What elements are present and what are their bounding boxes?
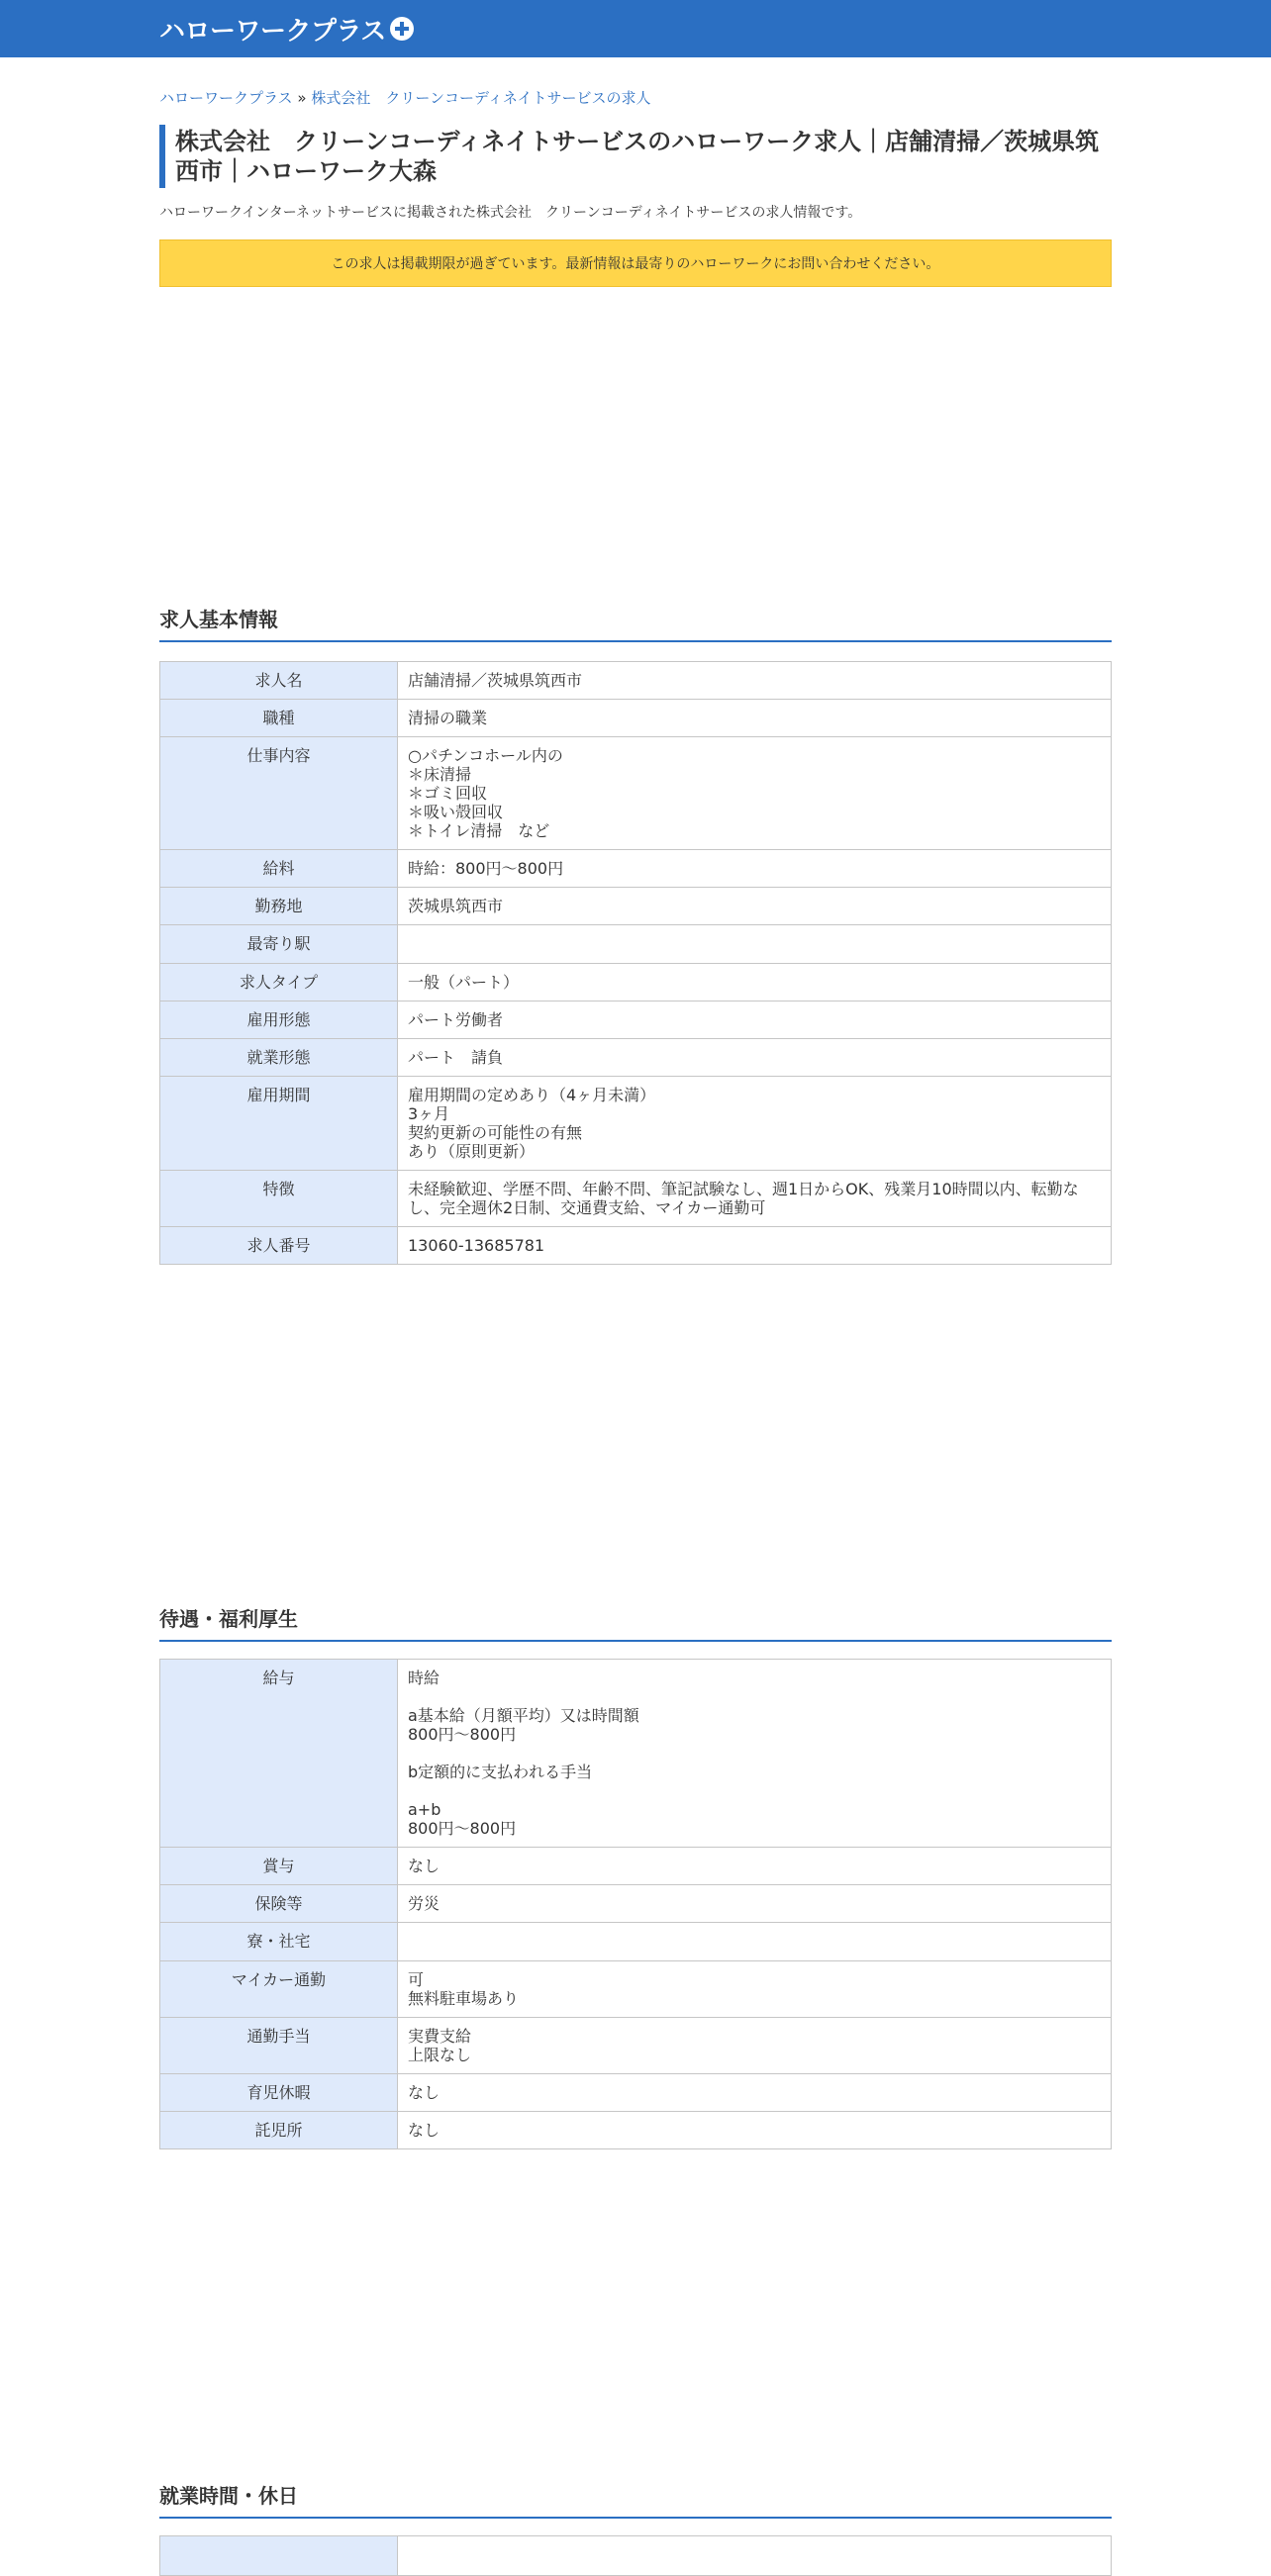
table-row bbox=[160, 2536, 1112, 2576]
row-label: 仕事内容 bbox=[160, 737, 398, 850]
breadcrumb-separator: » bbox=[297, 89, 307, 107]
breadcrumb bbox=[159, 87, 651, 108]
table-row bbox=[160, 1660, 1112, 1848]
table-row bbox=[160, 2112, 1112, 2149]
row-value: 未経験歓迎、学歴不問、年齢不問、筆記試験なし、週1日からOK、残業月10時間以内、転勤なし、完全週休2日制、交通費支給、マイカー通勤可 bbox=[398, 1171, 1112, 1227]
table-row bbox=[160, 964, 1112, 1002]
row-value: 店舗清掃／茨城県筑西市 bbox=[398, 662, 1112, 700]
breadcrumb-current-link[interactable]: 株式会社 クリーンコーディネイトサービスの求人 bbox=[311, 89, 651, 107]
table-row bbox=[160, 1002, 1112, 1039]
row-label: 特徴 bbox=[160, 1171, 398, 1227]
table-row bbox=[160, 737, 1112, 850]
row-value: なし bbox=[398, 1848, 1112, 1885]
table-row bbox=[160, 1848, 1112, 1885]
table-row bbox=[160, 1171, 1112, 1227]
table-row bbox=[160, 888, 1112, 925]
breadcrumb-home-link[interactable]: ハローワークプラス bbox=[159, 89, 293, 107]
row-label: 求人名 bbox=[160, 662, 398, 700]
table-row bbox=[160, 2018, 1112, 2074]
table-row bbox=[160, 1923, 1112, 1961]
hours-table bbox=[159, 2535, 1112, 2576]
row-value: 茨城県筑西市 bbox=[398, 888, 1112, 925]
table-row bbox=[160, 1039, 1112, 1077]
page-lead-text: ハローワークインターネットサービスに掲載された株式会社 クリーンコーディネイトサービスの求人情報です。 bbox=[159, 205, 862, 221]
row-label: 勤務地 bbox=[160, 888, 398, 925]
row-label: 求人タイプ bbox=[160, 964, 398, 1002]
row-value: パート労働者 bbox=[398, 1002, 1112, 1039]
expired-notice-banner bbox=[159, 239, 1112, 287]
table-row bbox=[160, 2074, 1112, 2112]
row-label: 託児所 bbox=[160, 2112, 398, 2149]
row-label: 最寄り駅 bbox=[160, 925, 398, 964]
row-label: 通勤手当 bbox=[160, 2018, 398, 2074]
row-value bbox=[398, 1923, 1112, 1961]
expired-notice-text: この求人は掲載期限が過ぎています。最新情報は最寄りのハローワークにお問い合わせください。 bbox=[331, 256, 940, 272]
row-label: マイカー通勤 bbox=[160, 1961, 398, 2018]
row-label: 賞与 bbox=[160, 1848, 398, 1885]
row-value: 清掃の職業 bbox=[398, 700, 1112, 737]
table-row bbox=[160, 1885, 1112, 1923]
row-value: 可 無料駐車場あり bbox=[398, 1961, 1112, 2018]
site-logo-link[interactable] bbox=[159, 10, 414, 48]
site-header bbox=[0, 0, 1271, 57]
row-value: パート 請負 bbox=[398, 1039, 1112, 1077]
row-value: 13060-13685781 bbox=[398, 1227, 1112, 1265]
table-row bbox=[160, 1227, 1112, 1265]
row-value: 実費支給 上限なし bbox=[398, 2018, 1112, 2074]
row-value bbox=[398, 2536, 1112, 2576]
row-label: 育児休暇 bbox=[160, 2074, 398, 2112]
table-row bbox=[160, 1961, 1112, 2018]
row-value: 時給：800円～800円 bbox=[398, 850, 1112, 888]
row-value: なし bbox=[398, 2112, 1112, 2149]
row-label: 給与 bbox=[160, 1660, 398, 1848]
table-row bbox=[160, 850, 1112, 888]
page-title: 株式会社 クリーンコーディネイトサービスのハローワーク求人｜店舗清掃／茨城県筑西市｜ハローワーク大森 bbox=[159, 125, 1112, 188]
row-value bbox=[398, 925, 1112, 964]
table-row bbox=[160, 700, 1112, 737]
row-value: 雇用期間の定めあり（4ヶ月未満） 3ヶ月 契約更新の可能性の有無 あり（原則更新） bbox=[398, 1077, 1112, 1171]
row-label: 求人番号 bbox=[160, 1227, 398, 1265]
basic-info-table bbox=[159, 661, 1112, 1265]
row-label: 職種 bbox=[160, 700, 398, 737]
row-label: 雇用形態 bbox=[160, 1002, 398, 1039]
section-title-welfare: 待遇・福利厚生 bbox=[159, 1603, 1112, 1642]
row-label: 雇用期間 bbox=[160, 1077, 398, 1171]
section-title-hours-holidays: 就業時間・休日 bbox=[159, 2480, 1112, 2519]
row-value: ○パチンコホール内の ＊床清掃 ＊ゴミ回収 ＊吸い殻回収 ＊トイレ清掃 など bbox=[398, 737, 1112, 850]
section-title-basic-info: 求人基本情報 bbox=[159, 604, 1112, 642]
table-row bbox=[160, 662, 1112, 700]
row-label bbox=[160, 2536, 398, 2576]
table-row bbox=[160, 925, 1112, 964]
row-label: 保険等 bbox=[160, 1885, 398, 1923]
welfare-table bbox=[159, 1659, 1112, 2149]
table-row bbox=[160, 1077, 1112, 1171]
row-label: 寮・社宅 bbox=[160, 1923, 398, 1961]
row-value: 一般（パート） bbox=[398, 964, 1112, 1002]
row-value: なし bbox=[398, 2074, 1112, 2112]
row-label: 給料 bbox=[160, 850, 398, 888]
row-value: 時給 a基本給（月額平均）又は時間額 800円～800円 b定額的に支払われる手当 a+b 800円～800円 bbox=[398, 1660, 1112, 1848]
row-value: 労災 bbox=[398, 1885, 1112, 1923]
row-label: 就業形態 bbox=[160, 1039, 398, 1077]
logo-text: ハローワークプラス bbox=[159, 16, 386, 47]
plus-circle-icon bbox=[390, 17, 414, 41]
